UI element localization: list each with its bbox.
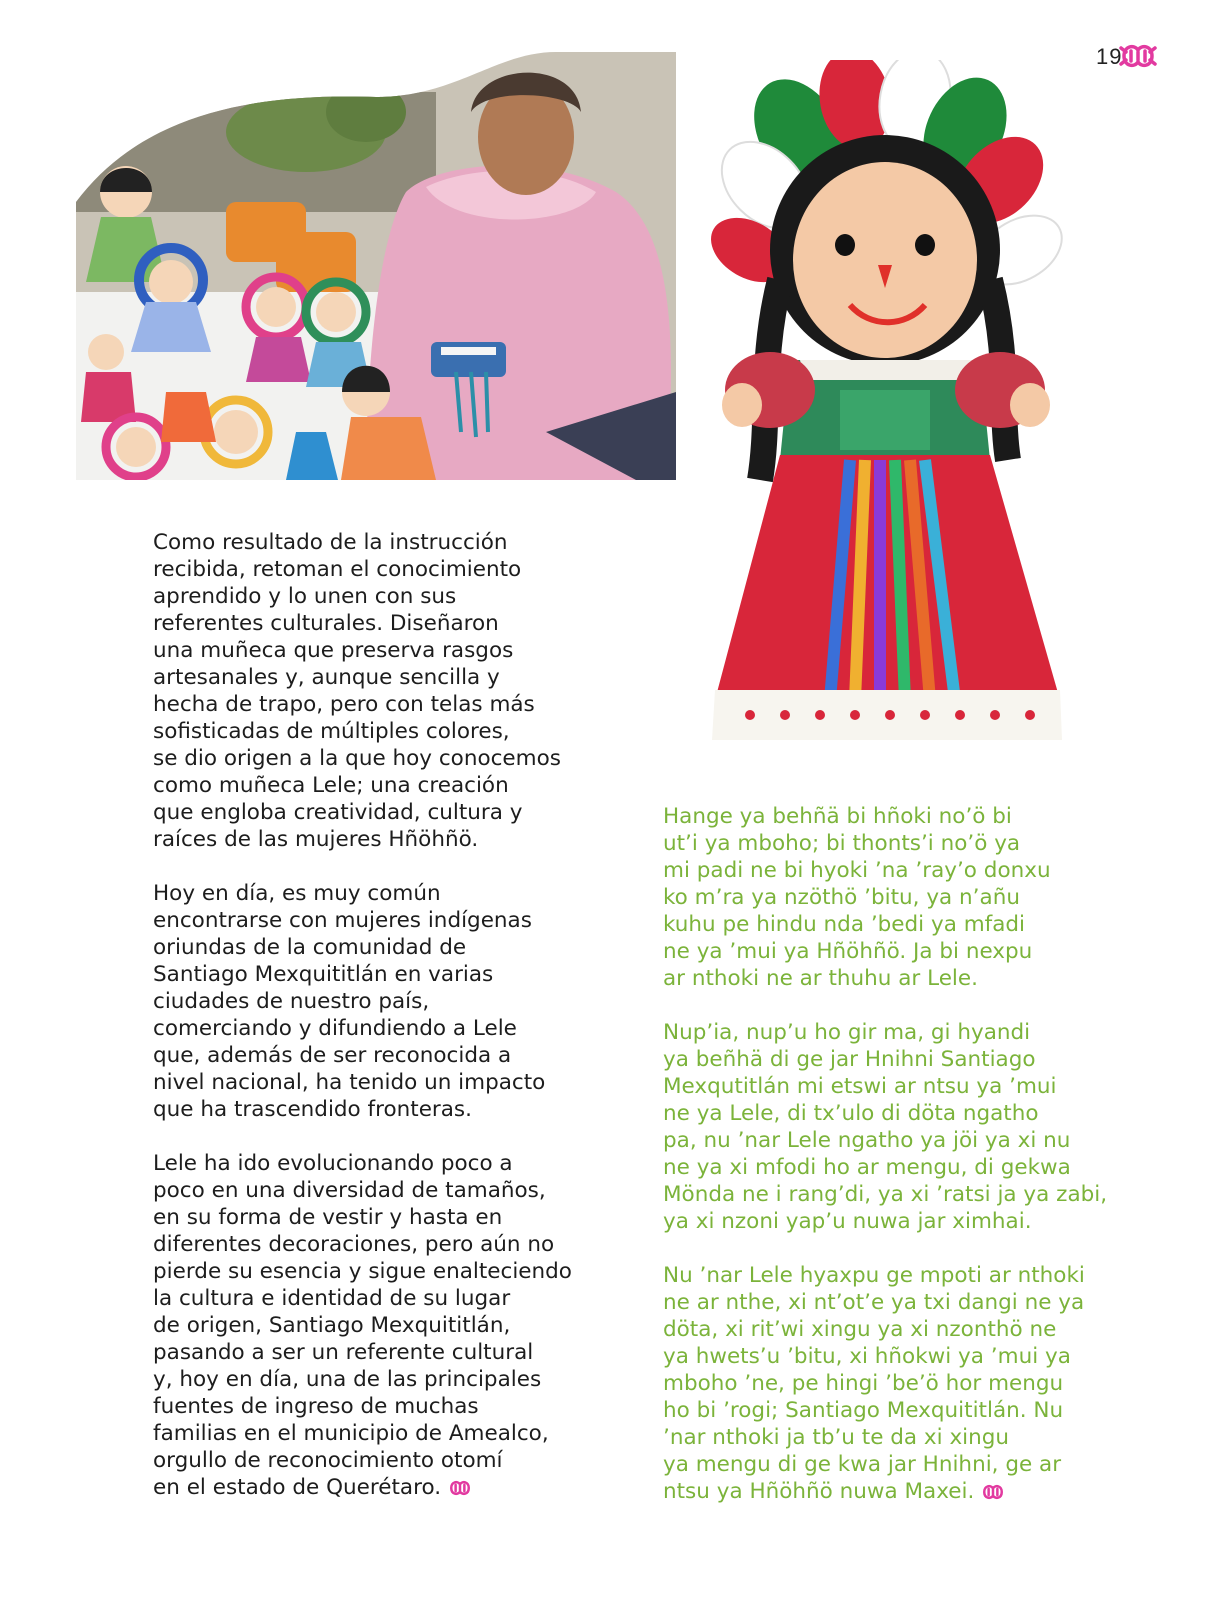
spanish-paragraph-2: Hoy en día, es muy común encontrarse con mujeres indígenas oriundas de la comunidad de Santiago Mexquititlán en varias ciudades de nuestro país, comerciando y difundiendo a Lele que, además de ser reconocida a nivel nacional, ha tenido un impacto que ha trascendido fronteras. xyxy=(153,881,546,1122)
otomi-ornament-icon xyxy=(1118,40,1158,72)
spanish-paragraph-3-text: Lele ha ido evolucionando poco a poco en una diversidad de tamaños, en su forma de vestir y hasta en diferentes decoraciones, pero aún no pierde su esencia y sigue enalteciendo la cultura e identidad de su lugar de origen, Santiago Mexquititlán, pasando a ser un referente cultural y, hoy en día, una de las principales fuentes de ingreso de muchas familias en el municipio de Amealco, orgullo de reconocimiento otomí en el estado de Querétaro. xyxy=(153,1151,572,1500)
otomi-paragraph-3 xyxy=(663,1262,1123,1505)
otomi-ornament-icon xyxy=(447,1478,473,1498)
otomi-ornament-icon xyxy=(980,1482,1006,1502)
lele-doll-photo xyxy=(690,60,1100,760)
artisan-woman-with-dolls-photo xyxy=(76,52,676,480)
spanish-paragraph-1: Como resultado de la instrucción recibida, retoman el conocimiento aprendido y lo unen con sus referentes culturales. Diseñaron una muñeca que preserva rasgos artesanales y, aunque sencilla y hecha de trapo, pero con telas más sofisticadas de múltiples colores, se dio origen a la que hoy conocemos como muñeca Lele; una creación que engloba creatividad, cultura y raíces de las mujeres Hñöhñö. xyxy=(153,530,561,852)
otomi-text-column xyxy=(663,803,1123,1532)
spanish-paragraph-3 xyxy=(153,1150,613,1501)
otomi-paragraph-1: Hange ya behñä bi hñoki no’ö bi ut’i ya mboho; bi thonts’i no’ö ya mi padi ne bi hyoki ’na ’ray’o donxu ko m’ra ya nzöthö ’bitu, ya n’añu kuhu pe hindu nda ’bedi ya mfadi ne ya ’mui ya Hñöhñö. Ja bi nexpu ar nthoki ne ar thuhu ar Lele. xyxy=(663,804,1051,991)
otomi-paragraph-3-text: Nu ’nar Lele hyaxpu ge mpoti ar nthoki ne ar nthe, xi nt’ot’e ya txi dangi ne ya döta, xi rit’wi xingu ya xi nzonthö ne ya hwets’u ’bitu, xi hñokwi ya ’mui ya mboho ’ne, pe hingi ’be’ö hor mengu ho bi ’rogi; Santiago Mexquititlán. Nu ’nar nthoki ja tb’u te da xi xingu ya mengu di ge kwa jar Hnihni, ge ar ntsu ya Hñöhñö nuwa Maxei. xyxy=(663,1263,1085,1504)
page-number: 19 xyxy=(1096,44,1123,69)
otomi-paragraph-2: Nup’ia, nup’u ho gir ma, gi hyandi ya beñhä di ge jar Hnihni Santiago Mexqutitlán mi etswi ar ntsu ya ’mui ne ya Lele, di tx’ulo di döta ngatho pa, nu ’nar Lele ngatho ya jöi ya xi nu ne ya xi mfodi ho ar mengu, di gekwa Mönda ne i rang’di, ya xi ’ratsi ja ya zabi, ya xi nzoni yap’u nuwa jar ximhai. xyxy=(663,1020,1108,1234)
spanish-text-column xyxy=(153,529,613,1528)
